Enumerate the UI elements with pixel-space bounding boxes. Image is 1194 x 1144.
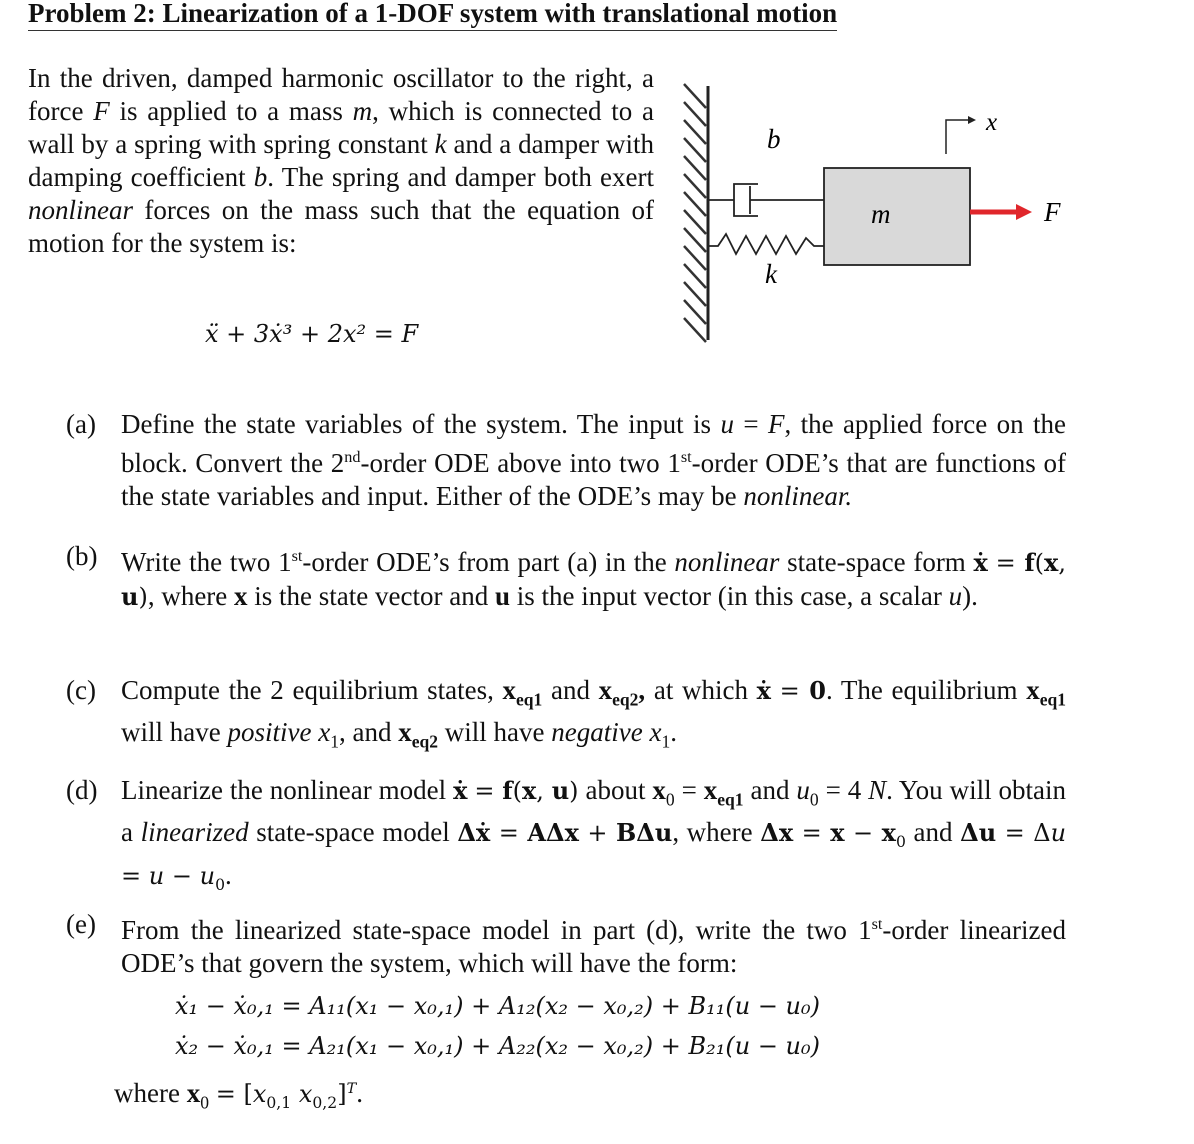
force-label: F (1044, 197, 1061, 227)
part-b: (b) Write the two 1st-order ODE’s from part (a) in the nonlinear state-space form ẋ = f(x, u), where x is the state vector and u is the input vector (in this case, a scalar u). (66, 541, 1066, 611)
part-a: (a) Define the state variables of the system. The input is u = F, the applied force on the block. Convert the 2nd-order ODE above into two 1st-order ODE’s that are functions of the state variables and input. Either of the ODE’s may be nonlinear. (66, 409, 1066, 511)
displacement-label: x (986, 109, 998, 136)
part-e: (e) From the linearized state-space model in part (d), write the two 1st-order linearized ODE’s that govern the system, which will have the form: (66, 909, 1067, 978)
problem-title: Problem 2: Linearization of a 1-DOF system with translational motion (28, 0, 837, 31)
damper-label: b (767, 124, 781, 154)
damper (708, 184, 824, 216)
linearized-eq-2: ẋ₂ − ẋ₀,₁ = A₂₁(x₁ − x₀,₁) + A₂₂(x₂ − x₀,₂) + B₂₁(u − u₀) (175, 1032, 820, 1060)
force-arrowhead (1016, 204, 1032, 220)
spring (708, 234, 824, 254)
wall-hatching (684, 84, 706, 342)
linearized-eq-1: ẋ₁ − ẋ₀,₁ = A₁₁(x₁ − x₀,₁) + A₁₂(x₂ − x₀,₂) + B₁₁(u − u₀) (175, 992, 820, 1020)
mass-block (824, 168, 970, 265)
oscillator-diagram (672, 78, 1072, 348)
equation-of-motion: ẍ + 3ẋ³ + 2x² = F (205, 320, 419, 348)
spring-label: k (765, 259, 777, 289)
part-d: (d) Linearize the nonlinear model ẋ = f(x, u) about $x_0 = x_{eq1}$ and $u_0 = 4$ N. You will obtain a linearized state-space model Δẋ = AΔx + BΔu, where $\Delta x = x - x_0$ and $\Delta u = \Delta u = u - u_0$. (66, 775, 1067, 894)
mass-label: m (871, 199, 891, 229)
displacement-arrow (946, 120, 970, 154)
where-clause: where $x_0 = [x_{0,1}$ $x_{0,2}]^T$. (114, 1078, 363, 1113)
part-c: (c) Compute the 2 equilibrium states, $x_{eq1}$ and $x_{eq2}$, at which ẋ = 0. The equilibrium $x_{eq1}$ will have positive $x_1$, and $x_{eq2}$ will have negative $x_1$. (66, 675, 1066, 752)
problem-intro: In the driven, damped harmonic oscillator to the right, a force F is applied to a mass m, which is connected to a wall by a spring with spring constant k and a damper with damping coefficient b. The spring and damper both exert nonlinear forces on the mass such that the equation of motion for the system is: (28, 63, 655, 258)
